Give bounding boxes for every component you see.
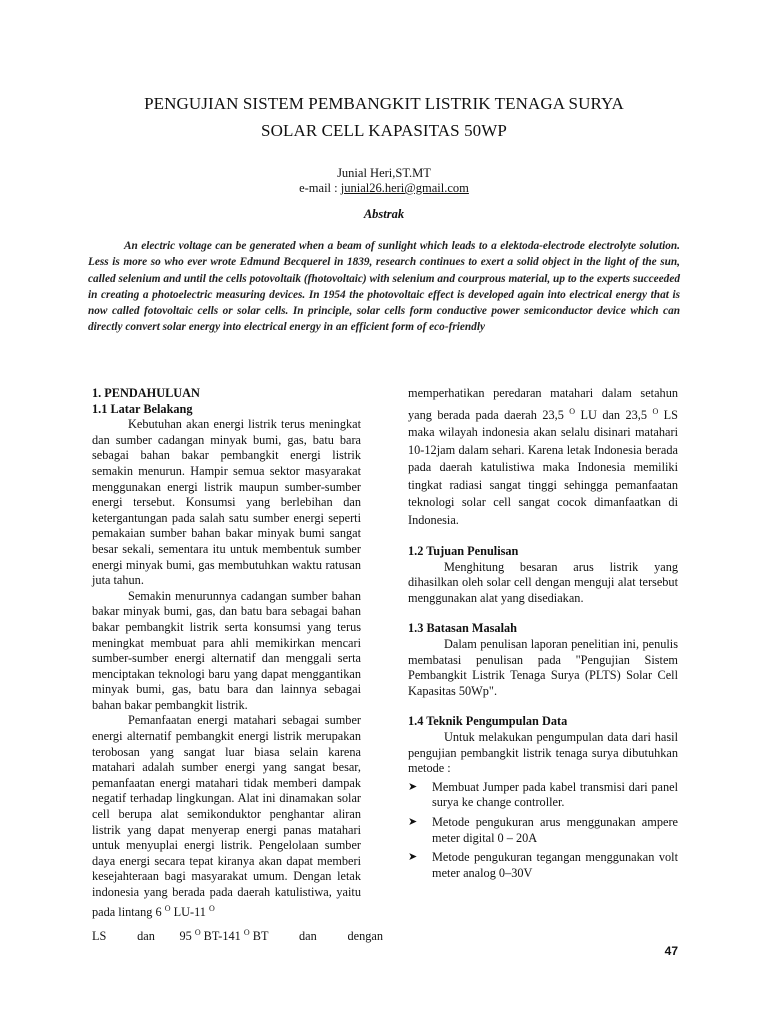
paragraph-continued-a: memperhatikan peredaran matahari dalam setahun yang berada pada daerah 23,5 [408,386,678,422]
paragraph-3-line-end-a: LS dan 95 [92,929,192,944]
degree-mark: O [209,903,215,913]
paragraph-1: Kebutuhan akan energi listrik terus meningkat dan sumber cadangan minyak bumi, gas, batu bara sebagai bahan bakar pembangkit energi listrik semakin menurun. Hampir semua sektor masyarakat menggunakan energi listrik maupun sumber-sumber energi tersebut. Konsumsi yang berlebihan dan ketergantungan pada salah satu sumber energi seperti pemakaian sumber bahan bakar minyak bumi sangat besar sekali, sementara itu untuk membentuk sumber energi minyak bumi, gas membutuhkan waktu ratusan juta tahun. [92,417,361,588]
subsection-heading-teknik: 1.4 Teknik Pengumpulan Data [408,714,568,729]
email-link[interactable]: junial26.heri@gmail.com [340,181,469,195]
abstract-heading: Abstrak [363,207,405,221]
section-heading-pendahuluan: 1. PENDAHULUAN [92,386,200,400]
author-email [0,180,768,196]
subsection-heading-latar-belakang: 1.1 Latar Belakang [92,401,193,416]
arrow-bullet-icon: ➤ [408,816,418,828]
degree-mark: O [569,406,576,416]
arrow-bullet-icon: ➤ [408,851,418,864]
list-item-text: Membuat Jumper pada kabel transmisi dari panel surya ke change controller. [432,779,678,810]
paragraph-continued-b: LU dan 23,5 [575,407,648,422]
title-line-1: PENGUJIAN SISTEM PEMBANGKIT LISTRIK TENAGA SURYA [144,94,624,113]
arrow-bullet-icon: ➤ [408,780,418,793]
paragraph-2: Semakin menurunnya cadangan sumber bahan bakar minyak bumi, gas, dan batu bara sebagai bahan bakar pembangkit listrik serta konsumsi yang terus meningkat membuat para ahli memikirkan mencari sumber-sumber energi alternatif dan menggali serta menciptakan teknologi baru yang dapat menggantikan minyak bumi, gas, batu bara dan lainnya sebagai bahan bakar pembangkit listrik. [92,588,361,712]
right-column [408,385,678,881]
paragraph-teknik: Untuk melakukan pengumpulan data dari hasil pengujian pembangkit listrik tenaga surya dibutuhkan metode : [408,730,678,776]
paragraph-3 [92,713,361,920]
spacer [408,699,678,714]
page-number: 47 [664,944,678,958]
list-item-text: Metode pengukuran tegangan menggunakan volt meter analog 0–30V [432,850,678,880]
paper-title [120,90,648,144]
list-item [408,780,678,811]
degree-mark: O [194,928,201,938]
paragraph-batasan: Dalam penulisan laporan penelitian ini, penulis membatasi penulisan pada "Pengujian Sistem Pembangkit Listrik Tenaga Surya (PLTS) Solar Cell Kapasitas 50Wp". [408,637,678,698]
subsection-heading-tujuan: 1.2 Tujuan Penulisan [408,544,519,559]
method-list [408,780,678,882]
paragraph-continued [408,385,678,529]
paragraph-tujuan: Menghitung besaran arus listrik yang dihasilkan oleh solar cell dengan menguji alat tersebut menggunakan alat yang disediakan. [408,559,678,605]
paragraph-3-line-end-c: BT dan dengan [249,929,383,944]
left-column [92,386,383,945]
paragraph-3-line-end-b: BT-141 [200,929,241,944]
degree-mark: O [243,928,250,938]
list-item [408,850,678,881]
paragraph-3-line-end [92,925,383,945]
paragraph-continued-c: LS maka wilayah indonesia akan selalu disinari matahari 10-12jam dalam sehari. Karena letak Indonesia berada pada daerah katulistiwa maka Indonesia memiliki tingkat radiasi sangat tinggi sehingga pemanfaatan teknologi solar cell sangat cocok dimanfaatkan di Indonesia. [408,407,679,527]
subsection-heading-batasan: 1.3 Batasan Masalah [408,621,517,636]
author-name: Junial Heri,ST.MT [337,166,431,180]
abstract-body: An electric voltage can be generated when a beam of sunlight which leads to a elektoda-electrode electrolyte solution. Less is more so who ever wrote Edmund Becquerel in 1839, research continues to exert a solid object in the light of the sun, called selenium and until the cells potovoltaik (fhotovoltaic) with selenium and courprous material, up to the experts succeeded in creating a photoelectric measuring devices. In 1954 the photovoltaic effect is developed again into electrical energy that is now called fotovoltaic cells or solar cells. In principle, solar cells form conductive power semiconductor device which can directly convert solar energy into electrical energy in an efficient form of eco-friendly [88,240,680,334]
degree-mark: O [164,903,171,913]
paragraph-3-text: Pemanfaatan energi matahari sebagai sumber energi alternatif pembangkit energi listrik merupakan terobosan yang sangat luar biasa selain karena matahari adalah sumber energi yang sangat besar, pemanfaatan energi matahari tidak memberi dampak negatif terhadap lingkungan. Alat ini dinamakan solar cell berupa alat semikonduktor penghantar aliran listrik yang dapat menyerap energi panas matahari untuk menyuplai energi listrik. Pengelolaan sumber daya energi secara tepat kiranya akan dapat memberi kesejahteraan bagi masyarakat umum. Dengan letak indonesia yang berada pada daerah katulistiwa, yaitu pada lintang 6 [92,713,361,919]
degree-mark: O [652,406,659,416]
title-line-2: SOLAR CELL KAPASITAS 50WP [261,121,507,140]
list-item-text: Metode pengukuran arus menggunakan ampere meter digital 0 – 20A [432,815,678,845]
spacer [408,606,678,621]
paragraph-3-mid: LU-11 [170,904,206,919]
list-item [408,815,678,846]
spacer [408,529,678,544]
email-label: e-mail : [299,181,341,195]
